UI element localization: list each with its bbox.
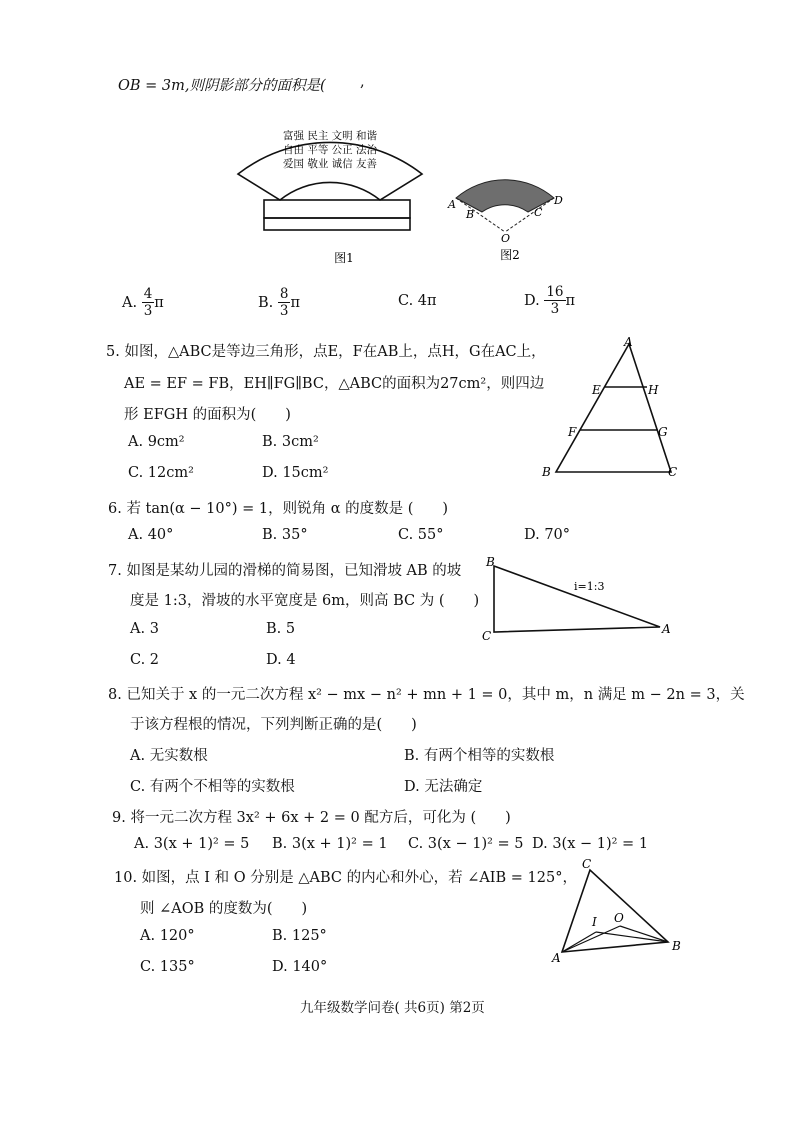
- q5-line-1: 5. 如图，△ABC是等边三角形，点E，F在AB上，点H，G在AC上，: [106, 344, 546, 360]
- q5-line-2: AE = EF = FB，EH∥FG∥BC，△ABC的面积为27cm²，则四边: [124, 376, 545, 392]
- label-A: A: [624, 335, 633, 349]
- q8-option-b: B. 有两个相等的实数根: [404, 748, 555, 764]
- label-E: E: [592, 383, 601, 397]
- label-I: I: [592, 915, 597, 929]
- slope-ratio-label: i=1:3: [574, 580, 605, 593]
- label-O: O: [501, 232, 511, 245]
- label-A: A: [448, 198, 456, 211]
- label-B: B: [486, 555, 495, 569]
- fraction: $\frac{4}{3}$: [143, 286, 153, 319]
- q6-option-a: A. 40°: [128, 527, 174, 543]
- page-footer: 九年级数学问卷( 共6页) 第2页: [300, 1000, 485, 1016]
- q10-option-a: A. 120°: [140, 928, 195, 944]
- q4-option-c: C. 4π: [398, 293, 437, 309]
- q7-option-d: D. 4: [266, 652, 296, 668]
- label-G: G: [658, 425, 668, 439]
- fig2-caption: 图2: [500, 248, 520, 262]
- q5-option-b: B. 3cm²: [262, 434, 319, 450]
- q8-line-1: 8. 已知关于 x 的一元二次方程 x² − mx − n² + mn + 1 = 0，其中 m，n 满足 m − 2n = 3，关: [108, 687, 745, 703]
- q7-line-1: 7. 如图是某幼儿园的滑梯的简易图，已知滑坡 AB 的坡: [108, 563, 462, 579]
- label-O: O: [614, 911, 624, 925]
- q5-option-a: A. 9cm²: [128, 434, 185, 450]
- q7-line-2: 度是 1:3，滑坡的水平宽度是 6m，则高 BC 为 ( ): [130, 593, 480, 609]
- q10-option-b: B. 125°: [272, 928, 327, 944]
- fan-row-1: 富强 民主 文明 和谐: [282, 130, 378, 142]
- q6-option-c: C. 55°: [398, 527, 444, 543]
- label-A: A: [662, 622, 671, 636]
- option-letter: B.: [258, 294, 274, 311]
- q6-stem: 6. 若 tan(α − 10°) = 1，则锐角 α 的度数是 ( ): [108, 501, 449, 517]
- fan-row-2: 自由 平等 公正 法治: [282, 144, 378, 156]
- q8-option-c: C. 有两个不相等的实数根: [130, 779, 295, 795]
- label-C: C: [534, 206, 543, 219]
- pi-symbol: π: [154, 294, 164, 311]
- q9-stem: 9. 将一元二次方程 3x² + 6x + 2 = 0 配方后，可化为 ( ): [112, 810, 511, 826]
- q8-option-a: A. 无实数根: [130, 748, 208, 764]
- q9-option-d: D. 3(x − 1)² = 1: [532, 836, 649, 852]
- triangle-figure-q5: [538, 332, 688, 480]
- q4-option-d: [524, 284, 575, 317]
- option-letter: D.: [524, 292, 540, 309]
- q9-option-c: C. 3(x − 1)² = 5: [408, 836, 524, 852]
- label-C: C: [668, 465, 678, 479]
- q10-option-c: C. 135°: [140, 959, 195, 975]
- q4-stem-tail: ,: [360, 74, 365, 90]
- slide-figure-q7: [478, 552, 678, 644]
- fig1-caption: 图1: [334, 251, 354, 265]
- label-C: C: [582, 857, 592, 871]
- label-B: B: [466, 208, 475, 221]
- q7-option-a: A. 3: [130, 621, 159, 637]
- option-letter: A.: [122, 294, 138, 311]
- label-B: B: [542, 465, 551, 479]
- fraction: $\frac{16}{3}$: [546, 284, 564, 317]
- sector-figure-2: [442, 150, 572, 265]
- q10-line-2: 则 ∠AOB 的度数为( ): [140, 901, 308, 917]
- label-B: B: [672, 939, 681, 953]
- label-C: C: [482, 629, 492, 643]
- q5-line-3: 形 EFGH 的面积为( ): [124, 407, 291, 423]
- q6-option-d: D. 70°: [524, 527, 571, 543]
- label-D: D: [554, 194, 563, 207]
- q4-option-b: [258, 286, 300, 319]
- q9-option-a: A. 3(x + 1)² = 5: [134, 836, 250, 852]
- pi-symbol: π: [565, 292, 576, 309]
- q7-option-c: C. 2: [130, 652, 160, 668]
- q5-option-c: C. 12cm²: [128, 465, 194, 481]
- q6-option-b: B. 35°: [262, 527, 308, 543]
- pi-symbol: π: [290, 294, 300, 311]
- q8-line-2: 于该方程根的情况，下列判断正确的是( ): [130, 717, 417, 733]
- fraction: $\frac{8}{3}$: [279, 286, 289, 319]
- q8-option-d: D. 无法确定: [404, 779, 483, 795]
- label-H: H: [648, 383, 659, 397]
- q4-option-a: [122, 286, 164, 319]
- label-F: F: [568, 425, 577, 439]
- q7-option-b: B. 5: [266, 621, 296, 637]
- triangle-figure-q10: [548, 856, 688, 968]
- fan-figure-1: [230, 96, 430, 266]
- q9-option-b: B. 3(x + 1)² = 1: [272, 836, 388, 852]
- q5-option-d: D. 15cm²: [262, 465, 329, 481]
- q10-line-1: 10. 如图，点 I 和 O 分别是 △ABC 的内心和外心，若 ∠AIB = 125°，: [114, 870, 577, 886]
- label-A: A: [552, 951, 561, 965]
- q4-stem-end: OB = 3m,则阴影部分的面积是(: [118, 78, 326, 94]
- q10-option-d: D. 140°: [272, 959, 328, 975]
- option-letter: C.: [398, 293, 414, 309]
- fan-row-3: 爱国 敬业 诚信 友善: [282, 158, 378, 170]
